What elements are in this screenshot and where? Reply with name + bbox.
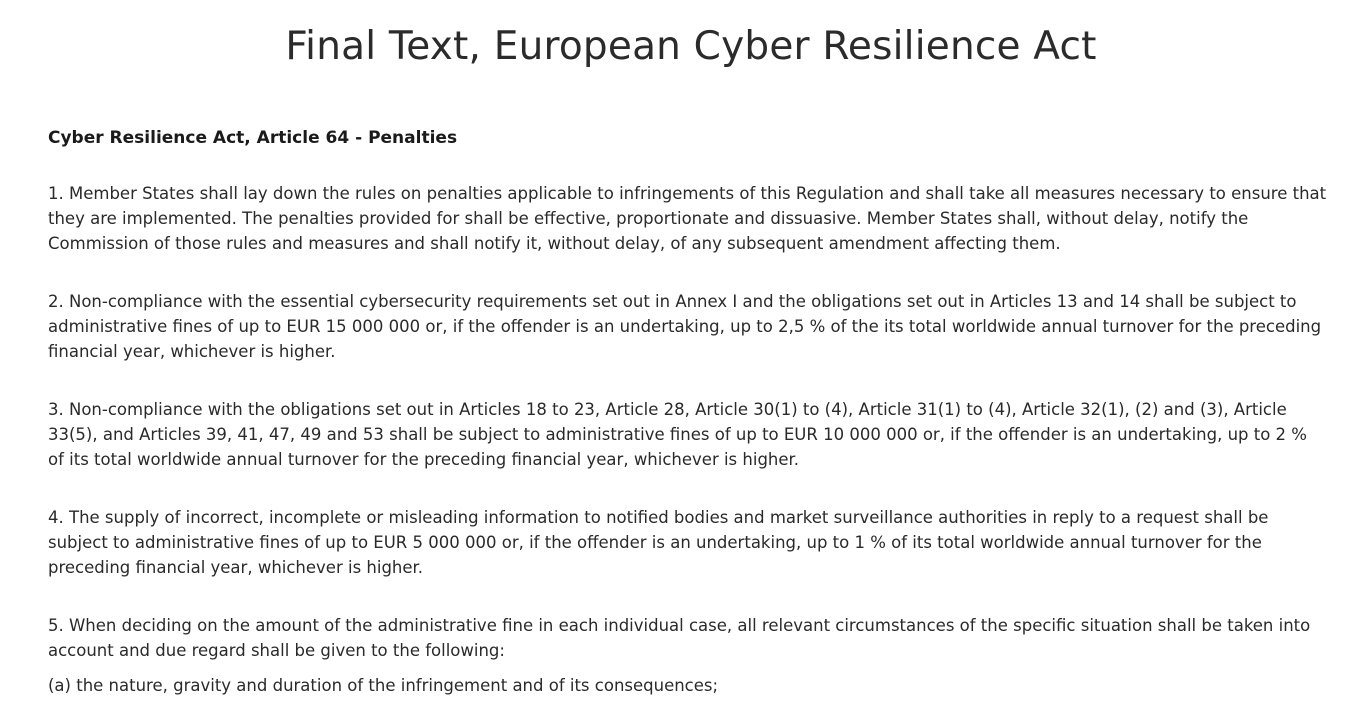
- article-heading: Cyber Resilience Act, Article 64 - Penalties: [48, 128, 458, 148]
- sub-item-a: (a) the nature, gravity and duration of the infringement and of its consequences;: [48, 676, 719, 695]
- paragraph-3: 3. Non-compliance with the obligations set out in Articles 18 to 23, Article 28, Article 30(1) to (4), Article 31(1) to (4), Article 32(1), (2) and (3), Article 33(5), and Articles 39, 41, 47, 49 and 53 shall be subject to administrative fines of up to EUR 10 000 000 or, if the offender is an undertaking, up to 2 % of its total worldwide annual turnover for the preceding financial year, whichever is higher.: [48, 400, 1307, 469]
- paragraph-1: 1. Member States shall lay down the rules on penalties applicable to infringements of this Regulation and shall take all measures necessary to ensure that they are implemented. The penalties provided for shall be effective, proportionate and dissuasive. Member States shall, without delay, notify the Commission of those rules and measures and shall notify it, without delay, of any subsequent amendment affecting them.: [48, 184, 1327, 253]
- page-title: Final Text, European Cyber Resilience Act: [285, 24, 1097, 69]
- article-content: [48, 126, 1328, 698]
- paragraph-4: 4. The supply of incorrect, incomplete or misleading information to notified bodies and market surveillance authorities in reply to a request shall be subject to administrative fines of up to EUR 5 000 000 or, if the offender is an undertaking, up to 1 % of its total worldwide annual turnover for the preceding financial year, whichever is higher.: [48, 508, 1269, 577]
- paragraph-5: 5. When deciding on the amount of the administrative fine in each individual case, all relevant circumstances of the specific situation shall be taken into account and due regard shall be given to the following:: [48, 616, 1311, 660]
- paragraph-2: 2. Non-compliance with the essential cybersecurity requirements set out in Annex I and the obligations set out in Articles 13 and 14 shall be subject to administrative fines of up to EUR 15 000 000 or, if the offender is an undertaking, up to 2,5 % of the its total worldwide annual turnover for the preceding financial year, whichever is higher.: [48, 292, 1322, 361]
